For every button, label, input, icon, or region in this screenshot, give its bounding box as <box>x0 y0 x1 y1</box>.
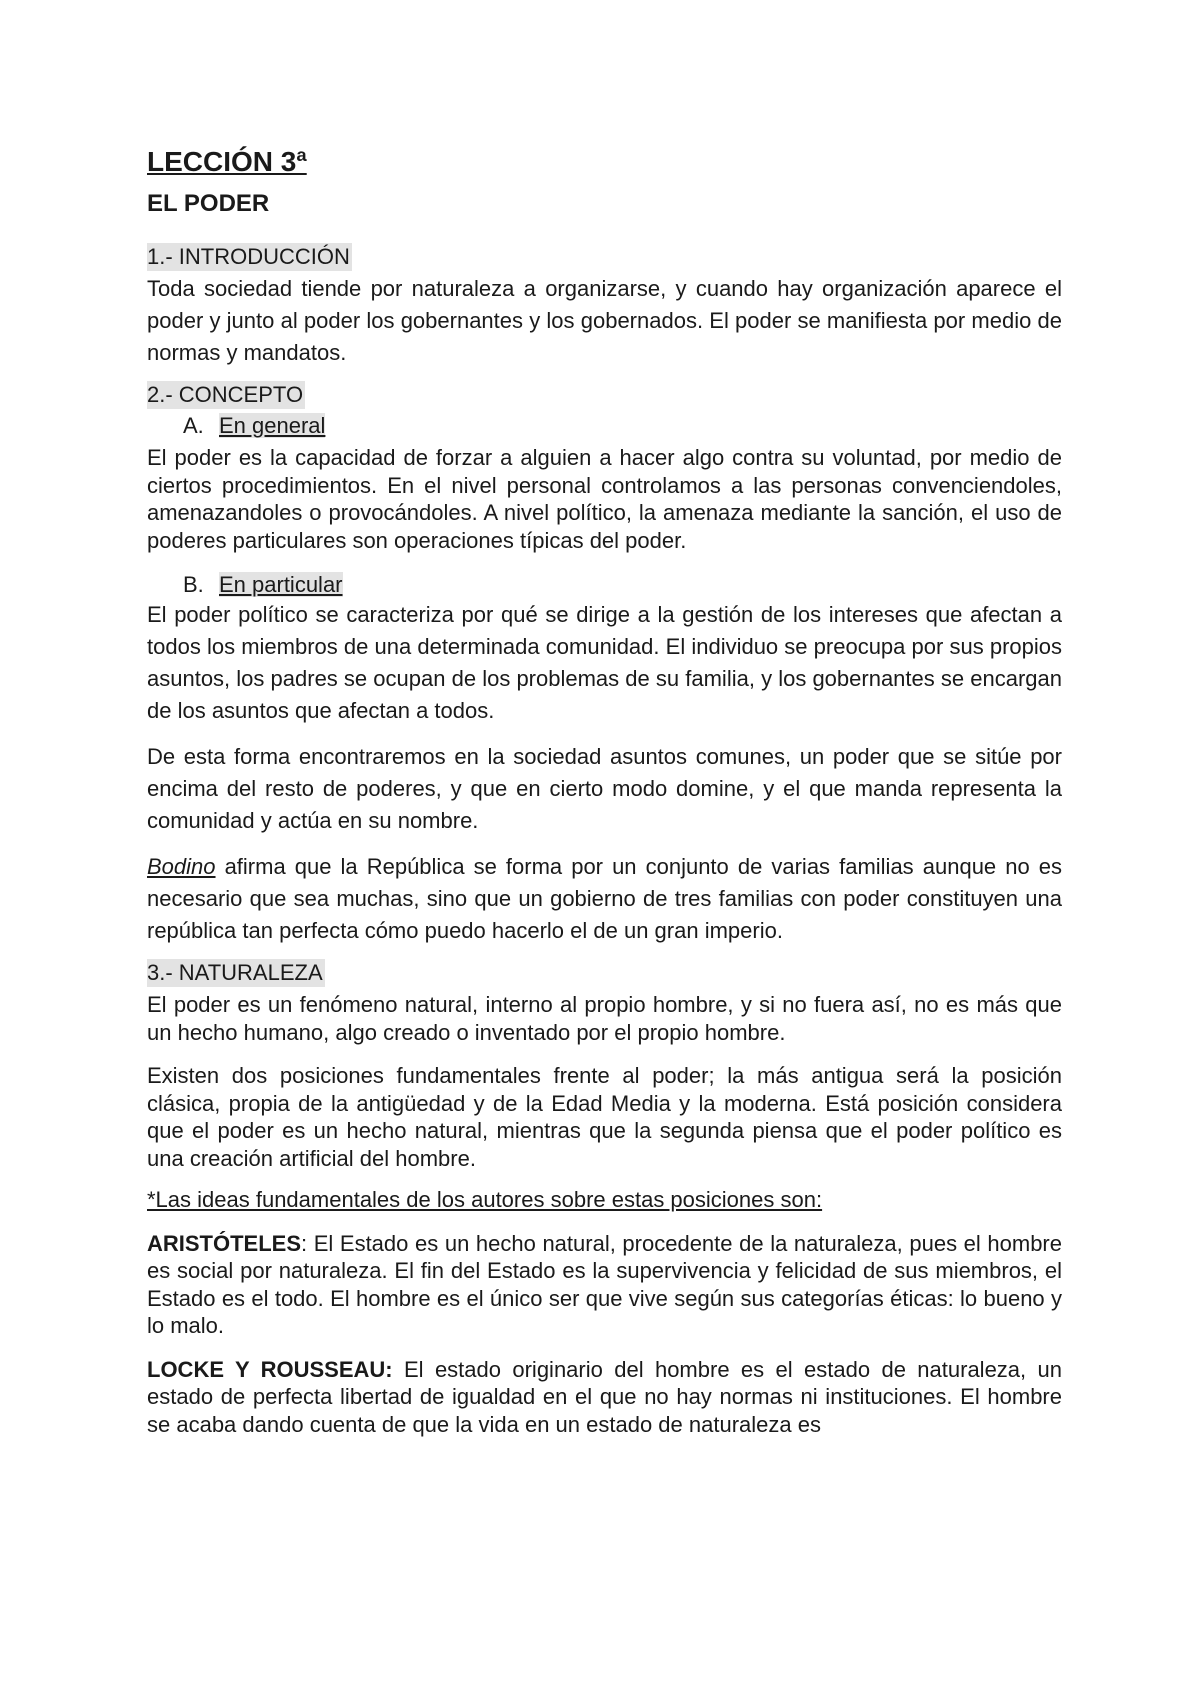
section-2-heading-label: 2.- CONCEPTO <box>147 382 304 407</box>
section-3-heading <box>147 959 1062 987</box>
bodino-text: afirma que la República se forma por un conjunto de varias familias aunque no es necesario que sea muchas, sino que un gobierno de tres familias con poder constituyen una república tan perfecta cómo puedo hacerlo el de un gran imperio. <box>147 854 1062 943</box>
subsection-b-paragraph-3 <box>147 851 1062 947</box>
locke-rousseau-text: El estado originario del hombre es el estado de naturaleza, un estado de perfecta libertad de igualdad en el que no hay normas ni instituciones. El hombre se acaba dando cuenta de que la vida en un estado de naturaleza es <box>147 1356 1062 1437</box>
document-page <box>147 145 1062 1438</box>
subsection-a-paragraph: El poder es la capacidad de forzar a alguien a hacer algo contra su voluntad, por medio de ciertos procedimientos. En el nivel personal controlamos a las personas convenciendoles, amenazandoles o provocándoles. A nivel político, la amenaza mediante la sanción, el uso de poderes particulares son operaciones típicas del poder. <box>147 445 1062 553</box>
ideas-intro-text: *Las ideas fundamentales de los autores sobre estas posiciones son: <box>147 1187 823 1212</box>
section-3-heading-label: 3.- NATURALEZA <box>147 960 323 985</box>
subsection-b-paragraph-2: De esta forma encontraremos en la sociedad asuntos comunes, un poder que se sitúe por encima del resto de poderes, y que en cierto modo domine, y el que manda representa la comunidad y actúa en su nombre. <box>147 744 1062 833</box>
section-2-heading <box>147 381 1062 409</box>
aristoteles-name: ARISTÓTELES <box>147 1230 302 1256</box>
bodino-name: Bodino <box>147 854 216 879</box>
locke-rousseau-name: LOCKE Y ROUSSEAU: <box>147 1356 393 1382</box>
subsection-a-letter: A. <box>183 413 204 438</box>
section-3-paragraph-2: Existen dos posiciones fundamentales frente al poder; la más antigua será la posición clásica, propia de la antigüedad y de la Edad Media y la moderna. Está posición considera que el poder es un hecho natural, mientras que la segunda piensa que el poder político es una creación artificial del hombre. <box>147 1063 1062 1171</box>
subsection-a-label: En general <box>219 413 326 438</box>
subsection-b-paragraph-1: El poder político se caracteriza por qué se dirige a la gestión de los intereses que afectan a todos los miembros de una determinada comunidad. El individuo se preocupa por sus propios asuntos, los padres se ocupan de los problemas de su familia, y los gobernantes se encargan de los asuntos que afectan a todos. <box>147 602 1062 723</box>
locke-rousseau-paragraph <box>147 1356 1062 1439</box>
aristoteles-text: : El Estado es un hecho natural, procedente de la naturaleza, pues el hombre es social por naturaleza. El fin del Estado es la supervivencia y felicidad de sus miembros, el Estado es el todo. El hombre es el único ser que vive según sus categorías éticas: lo bueno y lo malo. <box>147 1230 1062 1338</box>
section-1-paragraph: Toda sociedad tiende por naturaleza a organizarse, y cuando hay organización aparece el poder y junto al poder los gobernantes y los gobernados. El poder se manifiesta por medio de normas y mandatos. <box>147 276 1062 365</box>
section-3-paragraph-1: El poder es un fenómeno natural, interno al propio hombre, y si no fuera así, no es más que un hecho humano, algo creado o inventado por el propio hombre. <box>147 992 1062 1045</box>
section-1-heading <box>147 243 1062 271</box>
subsection-a-heading <box>147 412 1062 440</box>
aristoteles-paragraph <box>147 1230 1062 1340</box>
lesson-subtitle: EL PODER <box>147 190 270 217</box>
section-1-heading-label: 1.- INTRODUCCIÓN <box>147 244 350 269</box>
lesson-title: LECCIÓN 3ª <box>147 146 307 177</box>
ideas-intro <box>147 1186 1062 1214</box>
subsection-b-letter: B. <box>183 572 204 597</box>
subsection-b-heading <box>147 571 1062 599</box>
subsection-b-label: En particular <box>219 572 343 597</box>
